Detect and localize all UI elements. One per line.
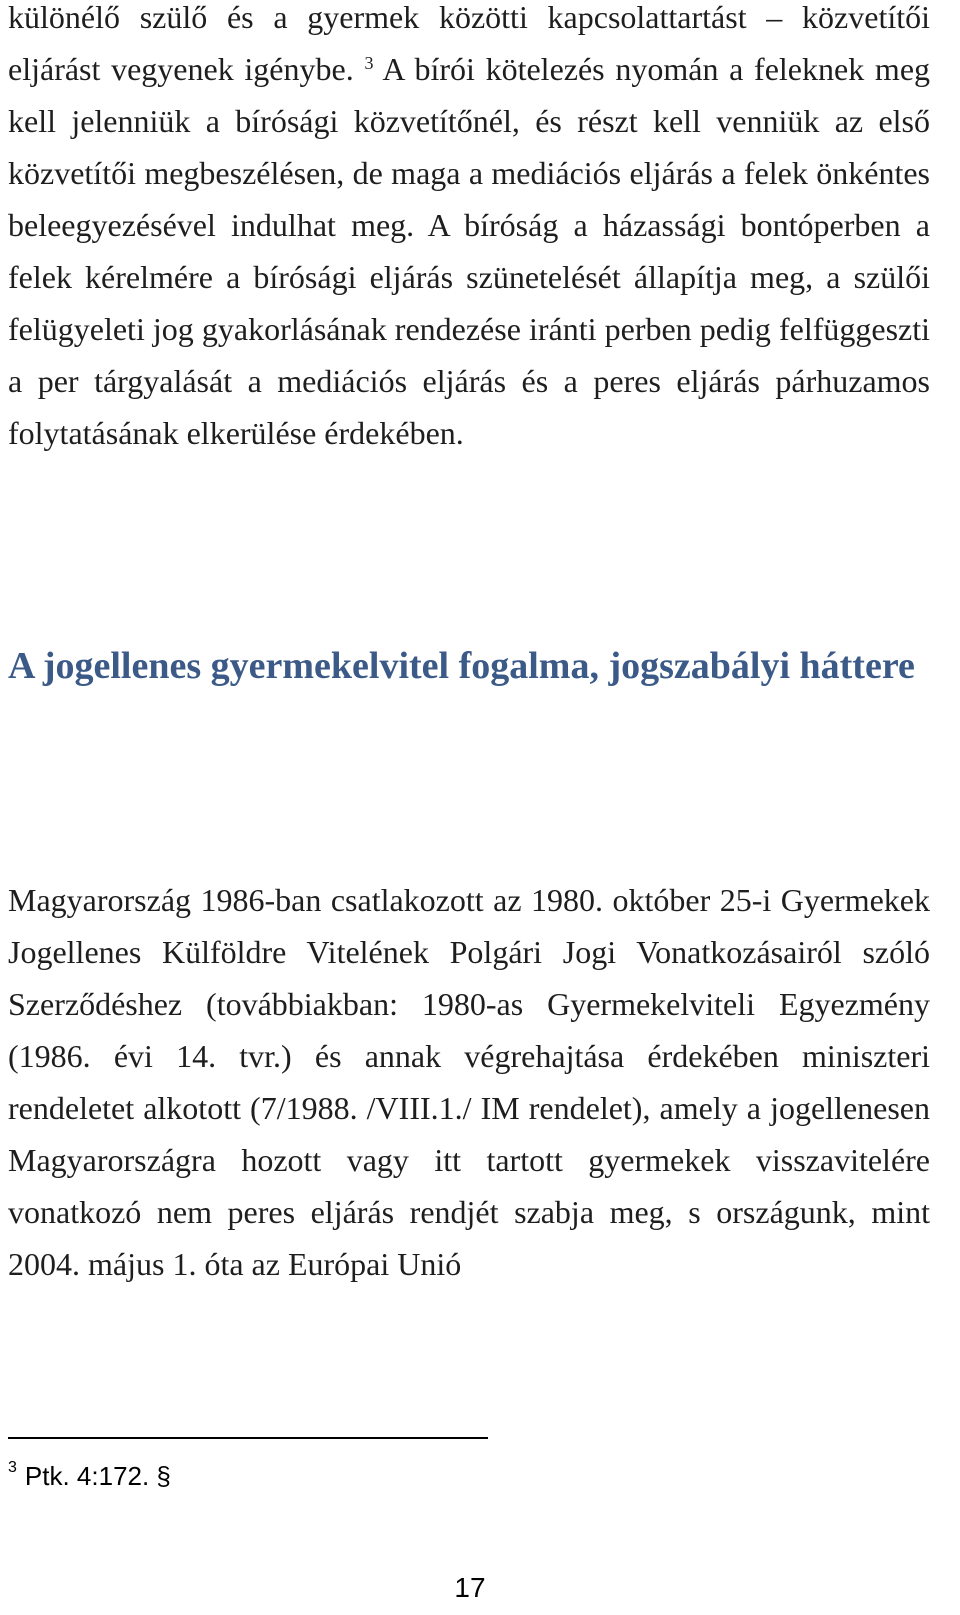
page-number: 17: [454, 1572, 486, 1603]
footnote: [8, 1456, 171, 1496]
footnote-number: 3: [8, 1459, 17, 1476]
body-paragraph-bottom: Magyarország 1986-ban csatlakozott az 1980. október 25-i Gyermekek Jogellenes Külföldre Vitelének Polgári Jogi Vonatkozásairól szóló Szerződéshez (továbbiakban: 1980-as Gyermekelviteli Egyezmény (1986. évi 14. tvr.) és annak végrehajtása érdekében miniszteri rendeletet alkotott (7/1988. /VIII.1./ IM rendelet), amely a jogellenesen Magyarországra hozott vagy itt tartott gyermekek visszavitelére vonatkozó nem peres eljárás rendjét szabja meg, s országunk, mint 2004. május 1. óta az Európai Unió: [8, 882, 930, 1282]
footnote-divider: [8, 1437, 488, 1439]
body-text-after-ref: A bírói kötelezés nyomán a feleknek meg kell jelenniük a bírósági közvetítőnél, és részt kell venniük az első közvetítői megbeszélésen, de maga a mediációs eljárás a felek önkéntes beleegyezésével indulhat meg. A bíróság a házassági bontóperben a felek kérelmére a bírósági eljárás szünetelését állapítja meg, a szülői felügyeleti jog gyakorlásának rendezése iránti perben pedig felfüggeszti a per tárgyalását a mediációs eljárás és a peres eljárás párhuzamos folytatásának elkerülése érdekében.: [8, 51, 931, 451]
body-paragraph-top: [8, 0, 930, 459]
footnote-reference[interactable]: 3: [364, 53, 374, 73]
body-text-before-ref: különélő szülő és a gyermek közötti kapcsolattartást – közvetítői eljárást vegyenek igénybe.: [8, 0, 930, 87]
footnote-text: Ptk. 4:172. §: [24, 1461, 171, 1491]
section-heading: A jogellenes gyermekelvitel fogalma, jogszabályi háttere: [8, 645, 915, 687]
